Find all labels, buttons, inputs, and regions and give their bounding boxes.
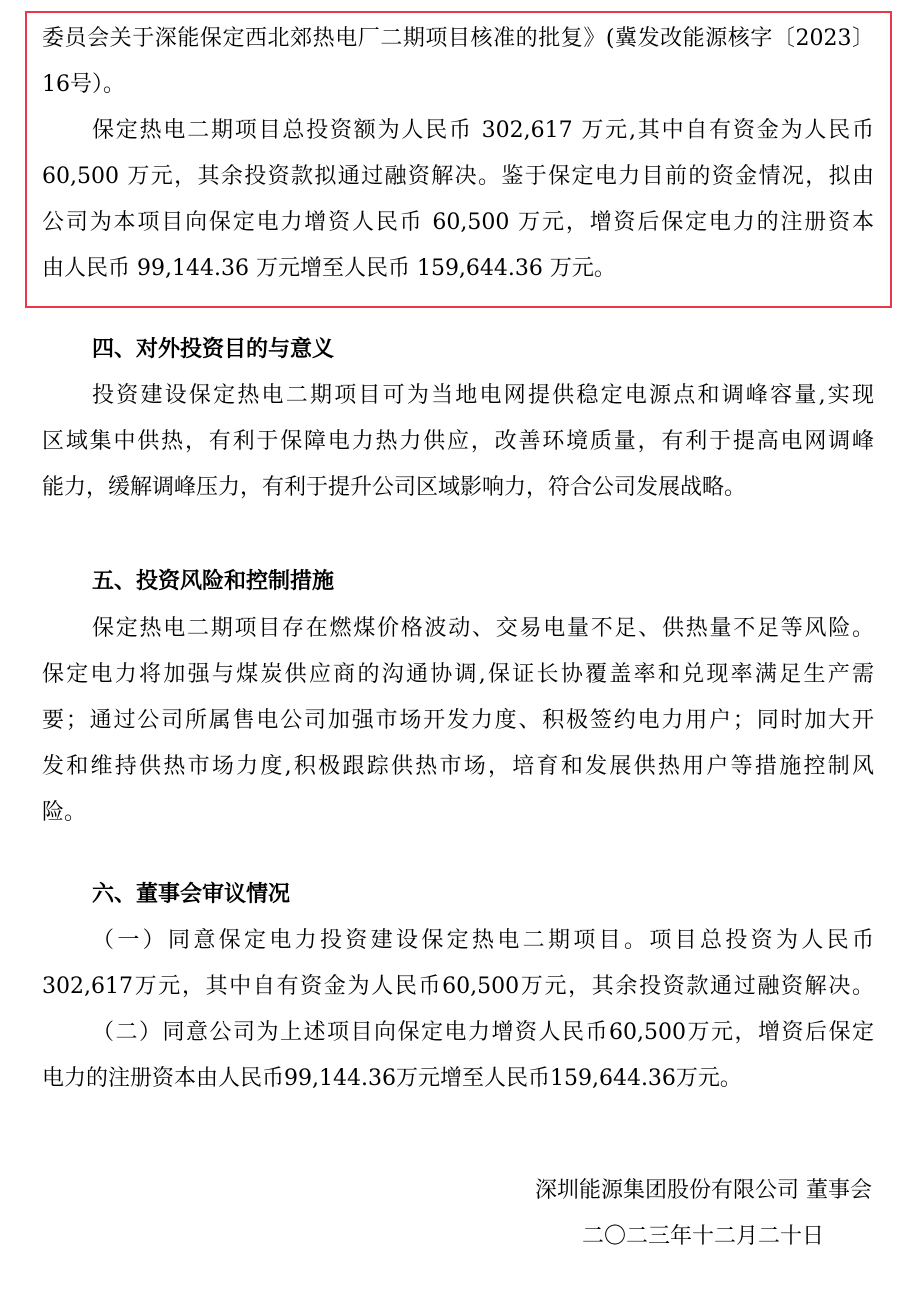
highlighted-line: 16号）。 — [42, 72, 125, 97]
signature-date: 二〇二三年十二月二十日 — [581, 1224, 824, 1249]
paragraph-line: 区域集中供热，有利于保障电力热力供应，改善环境质量，有利于提高电网调峰 — [42, 429, 874, 454]
paragraph-line: 投资建设保定热电二期项目可为当地电网提供稳定电源点和调峰容量,实现 — [92, 383, 874, 408]
paragraph-line: 保定热电二期项目存在燃煤价格波动、交易电量不足、供热量不足等风险。 — [92, 616, 874, 641]
paragraph-line: 要；通过公司所属售电公司加强市场开发力度、积极签约电力用户；同时加大开 — [42, 708, 874, 733]
highlighted-line: 保定热电二期项目总投资额为人民币 302,617 万元,其中自有资金为人民币 — [92, 118, 874, 143]
paragraph-line: （一）同意保定电力投资建设保定热电二期项目。项目总投资为人民币 — [92, 928, 874, 953]
highlighted-line: 公司为本项目向保定电力增资人民币 60,500 万元，增资后保定电力的注册资本 — [42, 210, 874, 235]
paragraph-line: 保定电力将加强与煤炭供应商的沟通协调,保证长协覆盖率和兑现率满足生产需 — [42, 662, 874, 687]
paragraph-line: 302,617万元，其中自有资金为人民币60,500万元，其余投资款通过融资解决。 — [42, 974, 874, 999]
paragraph-line: 能力，缓解调峰压力，有利于提升公司区域影响力，符合公司发展战略。 — [42, 475, 747, 500]
paragraph-line: （二）同意公司为上述项目向保定电力增资人民币60,500万元，增资后保定 — [92, 1020, 874, 1045]
section-heading: 六、董事会审议情况 — [92, 882, 291, 907]
highlighted-line: 委员会关于深能保定西北郊热电厂二期项目核准的批复》(冀发改能源核字〔2023〕 — [42, 26, 874, 51]
highlighted-line: 由人民币 99,144.36 万元增至人民币 159,644.36 万元。 — [42, 256, 616, 281]
highlighted-line: 60,500 万元，其余投资款拟通过融资解决。鉴于保定电力目前的资金情况，拟由 — [42, 164, 874, 189]
paragraph-line: 电力的注册资本由人民币99,144.36万元增至人民币159,644.36万元。 — [42, 1066, 742, 1091]
paragraph-line: 发和维持供热市场力度,积极跟踪供热市场，培育和发展供热用户等措施控制风 — [42, 754, 874, 779]
section-heading: 五、投资风险和控制措施 — [92, 569, 335, 594]
section-heading: 四、对外投资目的与意义 — [92, 337, 335, 362]
paragraph-line: 险。 — [42, 800, 87, 825]
signature-company: 深圳能源集团股份有限公司 董事会 — [535, 1178, 872, 1203]
